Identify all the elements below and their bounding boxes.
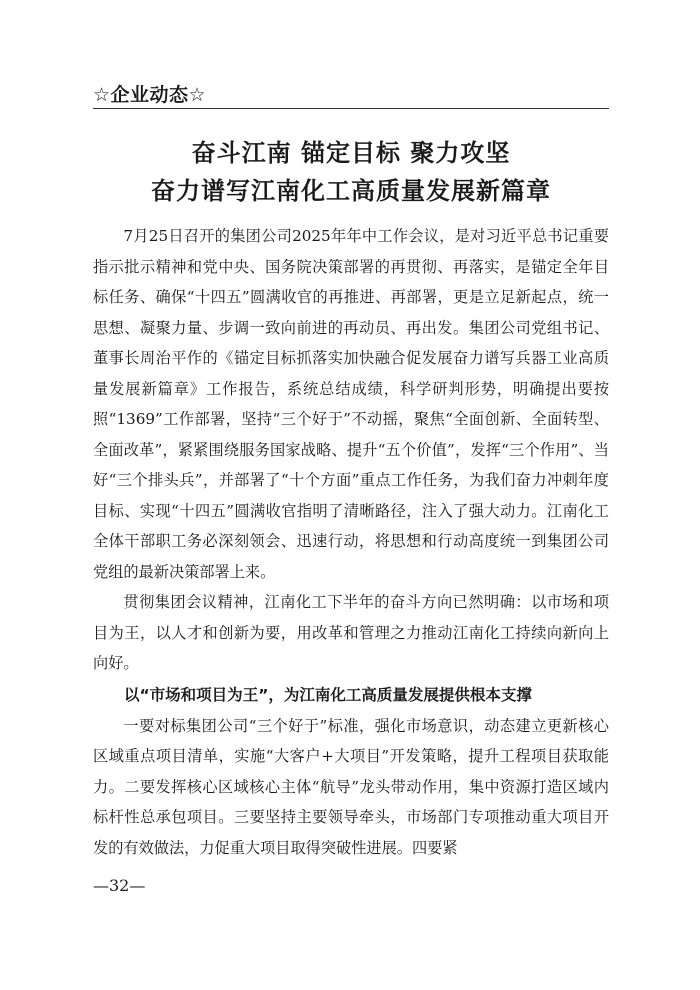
section-subheading: 以“市场和项目为王”，为江南化工高质量发展提供根本支撑 [124, 685, 532, 704]
body-paragraph-3: 一要对标集团公司“三个好于”标准，强化市场意识，动态建立更新核心区域重点项目清单，实施“大客户+大项目”开发策略，提升工程项目获取能力。二要发挥核心区域核心主体“航导”龙头带动作用，集中资源打造区域内标杆性总承包项目。三要坚持主要领导牵头，市场部门专项推动重大项目开发的有效做法，力促重大项目取得突破性进展。四要紧 [93, 716, 609, 857]
article-title-line-2: 奋力谱写江南化工高质量发展新篇章 [151, 176, 551, 205]
article-body [93, 221, 609, 863]
header-divider [93, 108, 609, 109]
page-number: —32— [93, 876, 146, 895]
body-paragraph-2: 贯彻集团会议精神，江南化工下半年的奋斗方向已然明确：以市场和项目为王，以人才和创新为要，用改革和管理之力推动江南化工持续向新向上向好。 [93, 593, 609, 672]
section-label: ☆企业动态☆ [93, 84, 207, 106]
article-title-line-1: 奋斗江南 锚定目标 聚力攻坚 [191, 138, 511, 167]
body-paragraph-1: 7月25日召开的集团公司2025年年中工作会议，是对习近平总书记重要指示批示精神和党中央、国务院决策部署的再贯彻、再落实，是锚定全年目标任务、确保“十四五”圆满收官的再推进、再部署，更是立足新起点，统一思想、凝聚力量、步调一致向前进的再动员、再出发。集团公司党组书记、董事长周治平作的《锚定目标抓落实加快融合促发展奋力谱写兵器工业高质量发展新篇章》工作报告，系统总结成绩，科学研判形势，明确提出要按照“1369”工作部署，坚持“三个好于”不动摇，聚焦“全面创新、全面转型、全面改革”，紧紧围绕服务国家战略、提升“五个价值”，发挥“三个作用”、当好“三个排头兵”，并部署了“十个方面”重点工作任务，为我们奋力冲刺年度目标、实现“十四五”圆满收官指明了清晰路径，注入了强大动力。江南化工全体干部职工务必深刻领会、迅速行动，将思想和行动高度统一到集团公司党组的最新决策部署上来。 [93, 227, 609, 581]
